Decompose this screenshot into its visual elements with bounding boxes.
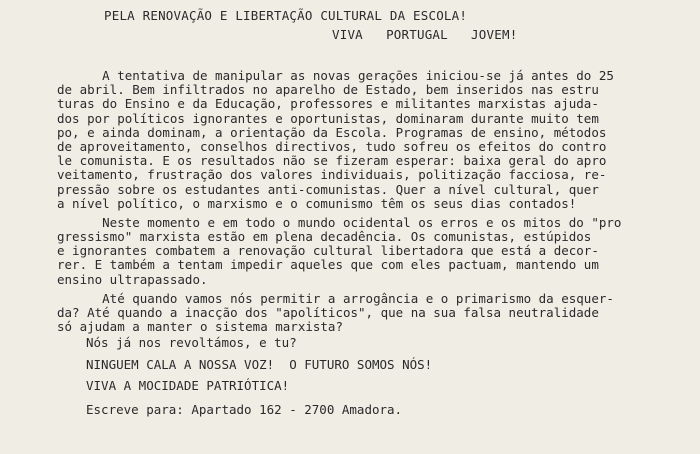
- text-line: turas do Ensino e da Educação, professores e militantes marxistas ajuda-: [57, 97, 599, 112]
- text-line: Neste momento e em todo o mundo ocidental os erros e os mitos do "pro: [57, 215, 622, 230]
- text-line: de aproveitamento, conselhos directivos, tudo sofreu os efeitos do contro: [57, 139, 607, 154]
- text-line: e ignorantes combatem a renovação cultural libertadora que está a decor-: [57, 244, 599, 259]
- paragraph-1: [57, 69, 669, 211]
- closing-cheer: VIVA A MOCIDADE PATRIÓTICA!: [86, 378, 290, 393]
- text-line: a nível político, o marxismo e o comunismo têm os seus dias contados!: [57, 196, 577, 211]
- text-line: veitamento, frustração dos valores individuais, politização facciosa, re-: [57, 168, 607, 183]
- text-line: Até quando vamos nós permitir a arrogância e o primarismo da esquer-: [57, 291, 614, 306]
- text-line: da? Até quando a inacção dos "apolíticos", que na sua falsa neutralidade: [57, 306, 599, 320]
- text-line: pressão sobre os estudantes anti-comunistas. Quer a nível cultural, quer: [57, 182, 599, 197]
- text-line: rer. E também a tentam impedir aqueles que com eles pactuam, mantendo um: [57, 258, 599, 273]
- closing-question: Nós já nos revoltámos, e tu?: [86, 335, 297, 350]
- text-line: de abril. Bem infiltrados no aparelho de Estado, bem inseridos nas estru: [57, 83, 599, 98]
- paragraph-3: [57, 292, 669, 335]
- text-line: só ajudam a manter o sistema marxista?: [57, 320, 343, 335]
- text-line: dos por políticos ignorantes e oportunistas, dominaram durante muito tem: [57, 111, 599, 126]
- text-line: po, e ainda dominam, a orientação da Escola. Programas de ensino, métodos: [57, 125, 607, 140]
- leaflet-title: PELA RENOVAÇÃO E LIBERTAÇÃO CULTURAL DA ESCOLA!: [104, 8, 468, 23]
- contact-address: Escreve para: Apartado 162 - 2700 Amadora.: [86, 402, 403, 417]
- paragraph-2: [57, 216, 669, 287]
- closing-slogan: NINGUEM CALA A NOSSA VOZ! O FUTURO SOMOS NÓS!: [86, 357, 433, 372]
- text-line: le comunista. E os resultados não se fizeram esperar: baixa geral do apro: [57, 154, 607, 169]
- leaflet-body: [57, 69, 669, 334]
- leaflet-subtitle: VIVA PORTUGAL JOVEM!: [332, 27, 518, 42]
- text-line: A tentativa de manipular as novas gerações iniciou-se já antes do 25: [57, 69, 614, 83]
- text-line: gressismo" marxista estão em plena decadência. Os comunistas, estúpidos: [57, 230, 592, 245]
- text-line: ensino ultrapassado.: [57, 272, 208, 287]
